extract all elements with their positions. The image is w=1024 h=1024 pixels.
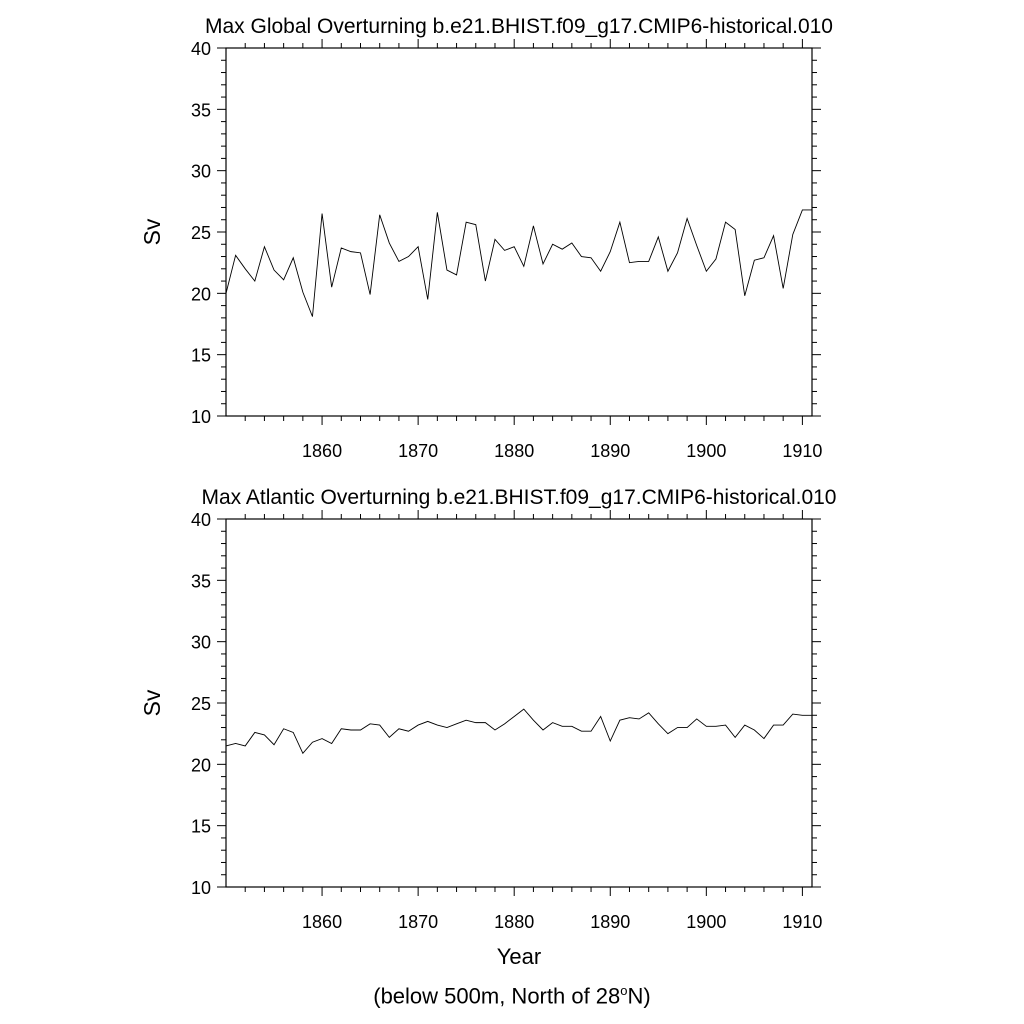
atlantic-plot-frame xyxy=(226,519,812,887)
global-x-tick-label: 1900 xyxy=(686,441,727,461)
global-overturning-series-line xyxy=(226,210,812,317)
global-x-tick-label: 1890 xyxy=(590,441,631,461)
atlantic-y-tick-label: 25 xyxy=(190,694,211,714)
atlantic-chart-title: Max Atlantic Overturning b.e21.BHIST.f09_g17.CMIP6-historical.010 xyxy=(201,486,837,509)
global-y-tick-label: 10 xyxy=(190,407,211,427)
atlantic-x-tick-label: 1910 xyxy=(782,912,823,932)
global-x-tick-label: 1870 xyxy=(398,441,439,461)
atlantic-y-tick-label: 30 xyxy=(190,632,211,653)
global-y-tick-label: 20 xyxy=(190,284,211,305)
atlantic-y-tick-label: 10 xyxy=(190,878,211,898)
global-y-tick-label: 15 xyxy=(190,345,211,366)
global-x-tick-label: 1880 xyxy=(494,441,535,461)
global-y-tick-label: 35 xyxy=(190,100,211,121)
global-plot-frame xyxy=(226,48,812,416)
global-x-tick-label: 1910 xyxy=(782,441,823,461)
global-chart-title: Max Global Overturning b.e21.BHIST.f09_g17.CMIP6-historical.010 xyxy=(205,15,833,38)
caption-degree: o xyxy=(620,983,628,998)
global-y-tick-label: 25 xyxy=(190,223,211,243)
global-y-tick-label: 30 xyxy=(190,161,211,182)
caption-prefix: (below 500m, North of 28 xyxy=(373,983,621,1009)
atlantic-x-tick-label: 1860 xyxy=(302,912,343,932)
global-y-tick-label: 40 xyxy=(190,39,211,59)
caption-suffix: N) xyxy=(627,983,651,1009)
atlantic-overturning-panel xyxy=(139,486,836,969)
global-overturning-panel xyxy=(139,15,833,461)
atlantic-y-tick-label: 35 xyxy=(190,571,211,592)
atlantic-overturning-series-line xyxy=(226,709,812,753)
atlantic-x-tick-label: 1900 xyxy=(686,912,727,932)
atlantic-y-tick-label: 40 xyxy=(190,510,211,530)
atlantic-x-tick-label: 1880 xyxy=(494,912,535,932)
atlantic-x-tick-label: 1890 xyxy=(590,912,631,932)
atlantic-x-axis-label: Year xyxy=(496,944,542,969)
footnote-caption xyxy=(0,983,1024,1009)
global-x-tick-label: 1860 xyxy=(302,441,343,461)
atlantic-y-tick-label: 15 xyxy=(190,816,211,837)
atlantic-x-tick-label: 1870 xyxy=(398,912,439,932)
atlantic-y-axis-label: Sv xyxy=(139,689,165,717)
atlantic-y-tick-label: 20 xyxy=(190,755,211,776)
global-y-axis-label: Sv xyxy=(139,218,165,246)
